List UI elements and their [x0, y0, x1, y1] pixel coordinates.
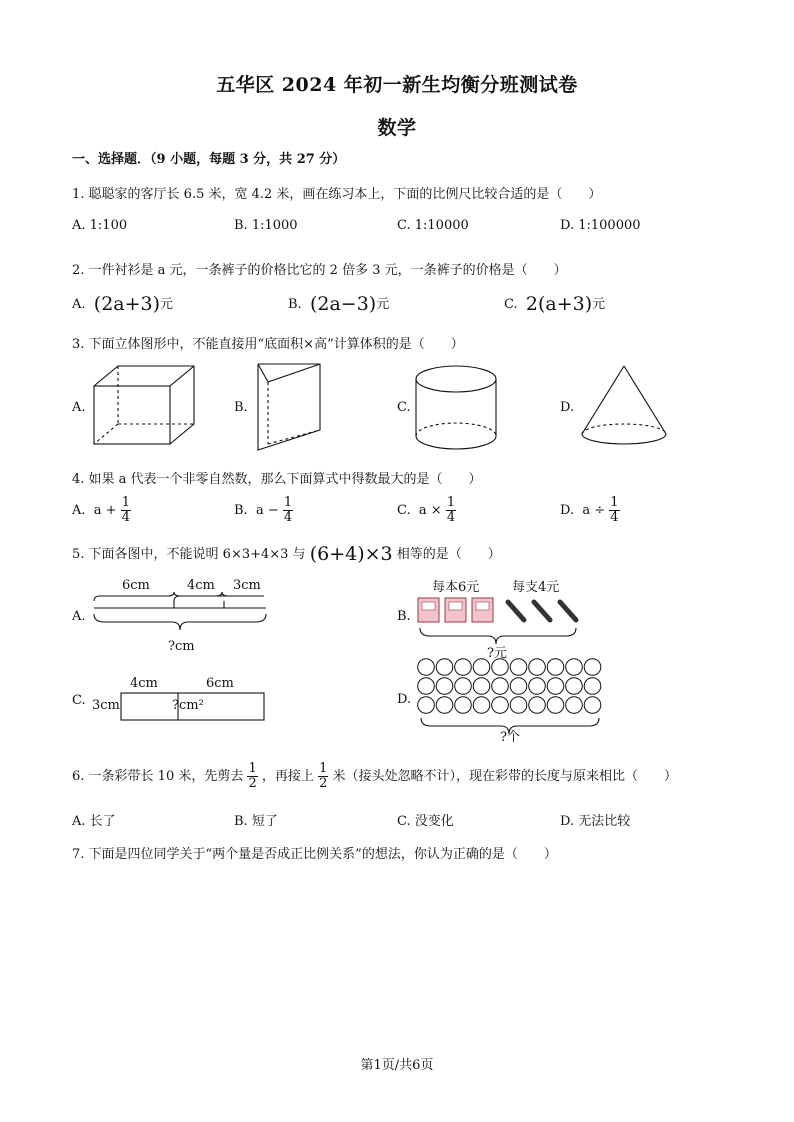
q1-stem: 1. 聪聪家的客厅长 6.5 米，宽 4.2 米，画在练习本上，下面的比例尺比较合适的是（ ）	[72, 187, 602, 202]
circle-icon	[547, 678, 564, 695]
circle-icon	[455, 678, 472, 695]
q1-option-d[interactable]: D. 1:100000	[560, 218, 641, 233]
cuboid-figure	[90, 362, 200, 448]
circle-icon	[584, 659, 601, 676]
q5b-book-price: 每本6元	[432, 580, 480, 595]
circle-icon	[529, 678, 546, 695]
circle-icon	[473, 697, 490, 714]
q2-option-c[interactable]	[504, 293, 605, 315]
circle-icon	[492, 659, 509, 676]
circle-icon	[436, 678, 453, 695]
q2-c-label: C.	[504, 297, 518, 312]
q4-a-op: a +	[93, 503, 117, 518]
circle-icon	[436, 697, 453, 714]
q2-stem: 2. 一件衬衫是 a 元，一条裤子的价格比它的 2 倍多 3 元，一条裤子的价格是（ ）	[72, 263, 567, 278]
q2-c-expr: 2(a+3)	[525, 293, 593, 315]
q1-option-c[interactable]: C. 1:10000	[397, 218, 469, 233]
q5-stem-b: 相等的是（ ）	[396, 547, 501, 562]
q5-stem-expr: (6+4)×3	[309, 543, 393, 565]
circle-icon	[547, 697, 564, 714]
q4-stem: 4. 如果 a 代表一个非零自然数，那么下面算式中得数最大的是（ ）	[72, 472, 482, 487]
circle-icon	[473, 659, 490, 676]
pen-icon	[560, 602, 576, 620]
q2-b-expr: (2a−3)	[309, 293, 377, 315]
q5d-circle-grid	[417, 658, 607, 720]
q5a-total: ?cm	[168, 639, 195, 654]
q5c-side: 3cm	[92, 698, 120, 713]
section-heading: 一、选择题．（9 小题，每题 3 分，共 27 分）	[72, 152, 346, 167]
q6-option-a[interactable]: A. 长了	[72, 814, 116, 829]
q3-label-b[interactable]: B.	[234, 400, 248, 415]
q4-option-c[interactable]	[397, 496, 456, 525]
q6-option-d[interactable]: D. 无法比较	[560, 814, 631, 829]
circle-icon	[566, 659, 583, 676]
q1-option-a[interactable]: A. 1:100	[72, 218, 128, 233]
q5a-seg2: 4cm	[187, 578, 215, 593]
q6-fraction-1: $\frac{1}{2}$	[248, 761, 257, 791]
circle-icon	[566, 697, 583, 714]
q5-label-d[interactable]: D.	[397, 692, 412, 707]
q2-a-unit: 元	[160, 297, 174, 312]
q4-option-a[interactable]	[72, 496, 131, 525]
circle-icon	[492, 697, 509, 714]
q7-stem: 7. 下面是四位同学关于“两个量是否成正比例关系”的想法，你认为正确的是（ ）	[72, 847, 557, 862]
pen-icon	[534, 602, 550, 620]
q1-option-b[interactable]: B. 1:1000	[234, 218, 298, 233]
triangular-prism-figure	[250, 360, 330, 452]
q4-b-label: B.	[234, 503, 248, 518]
book-icon	[445, 598, 466, 622]
q6-stem	[72, 762, 677, 791]
circle-icon	[492, 678, 509, 695]
q6-fraction-2: $\frac{1}{2}$	[319, 761, 328, 791]
q4-c-label: C.	[397, 503, 411, 518]
q3-stem: 3. 下面立体图形中，不能直接用“底面积×高”计算体积的是（ ）	[72, 337, 464, 352]
q3-label-d[interactable]: D.	[560, 400, 575, 415]
q5d-total: ?个	[500, 730, 520, 745]
circle-icon	[418, 678, 435, 695]
cylinder-figure	[414, 364, 500, 452]
subject-title: 数学	[377, 117, 417, 139]
q4-d-label: D.	[560, 503, 575, 518]
q2-option-a[interactable]	[72, 293, 173, 315]
q6-option-b[interactable]: B. 短了	[234, 814, 278, 829]
q4-c-op: a ×	[418, 503, 442, 518]
q2-a-label: A.	[72, 297, 86, 312]
q5b-pen-price: 每支4元	[512, 580, 560, 595]
q2-a-expr: (2a+3)	[93, 293, 161, 315]
circle-icon	[547, 659, 564, 676]
book-icon	[418, 598, 439, 622]
q6-stem-2: ，再接上	[261, 769, 314, 784]
q4-c-fraction: $\frac{1}{4}$	[446, 495, 456, 525]
q4-b-op: a −	[255, 503, 279, 518]
q5a-seg1: 6cm	[122, 578, 150, 593]
q2-b-label: B.	[288, 297, 302, 312]
q4-option-d[interactable]	[560, 496, 620, 525]
q5b-total: ?元	[487, 646, 507, 661]
circle-icon	[455, 659, 472, 676]
q5a-segment-diagram	[92, 592, 272, 638]
q2-b-unit: 元	[376, 297, 390, 312]
q3-label-a[interactable]: A.	[72, 400, 86, 415]
cone-figure	[578, 364, 670, 450]
pen-icon	[508, 602, 524, 620]
q5c-top2: 6cm	[206, 676, 234, 691]
q5c-top1: 4cm	[130, 676, 158, 691]
circle-icon	[529, 697, 546, 714]
q6-stem-1: 6. 一条彩带长 10 米，先剪去	[72, 769, 244, 784]
q4-option-b[interactable]	[234, 496, 293, 525]
circle-icon	[418, 659, 435, 676]
q2-option-b[interactable]	[288, 293, 389, 315]
circle-icon	[418, 697, 435, 714]
circle-icon	[584, 678, 601, 695]
q6-stem-3: 米（接头处忽略不计），现在彩带的长度与原来相比（ ）	[332, 769, 677, 784]
circle-icon	[566, 678, 583, 695]
q4-d-fraction: $\frac{1}{4}$	[610, 495, 619, 525]
circle-icon	[529, 659, 546, 676]
q5-stem	[72, 543, 501, 565]
q5a-seg3: 3cm	[233, 578, 261, 593]
circle-icon	[510, 697, 527, 714]
q6-option-c[interactable]: C. 没变化	[397, 814, 454, 829]
circle-icon	[436, 659, 453, 676]
circle-icon	[510, 659, 527, 676]
q2-c-unit: 元	[592, 297, 606, 312]
q5-label-b[interactable]: B.	[397, 609, 411, 624]
q5-stem-a: 5. 下面各图中，不能说明 6×3+4×3 与	[72, 547, 306, 562]
book-icon	[472, 598, 493, 622]
circle-icon	[510, 678, 527, 695]
q5-label-a[interactable]: A.	[72, 609, 86, 624]
exam-title: 五华区 2024 年初一新生均衡分班测试卷	[216, 74, 578, 96]
q4-d-op: a ÷	[582, 503, 606, 518]
q5c-area: ?cm²	[172, 698, 204, 713]
q4-a-label: A.	[72, 503, 86, 518]
circle-icon	[473, 678, 490, 695]
circle-icon	[584, 697, 601, 714]
page-number: 第1页/共6页	[360, 1058, 434, 1073]
q4-a-fraction: $\frac{1}{4}$	[121, 495, 130, 525]
circle-icon	[455, 697, 472, 714]
q4-b-fraction: $\frac{1}{4}$	[283, 495, 293, 525]
q5-label-c[interactable]: C.	[72, 693, 86, 708]
q3-label-c[interactable]: C.	[397, 400, 411, 415]
